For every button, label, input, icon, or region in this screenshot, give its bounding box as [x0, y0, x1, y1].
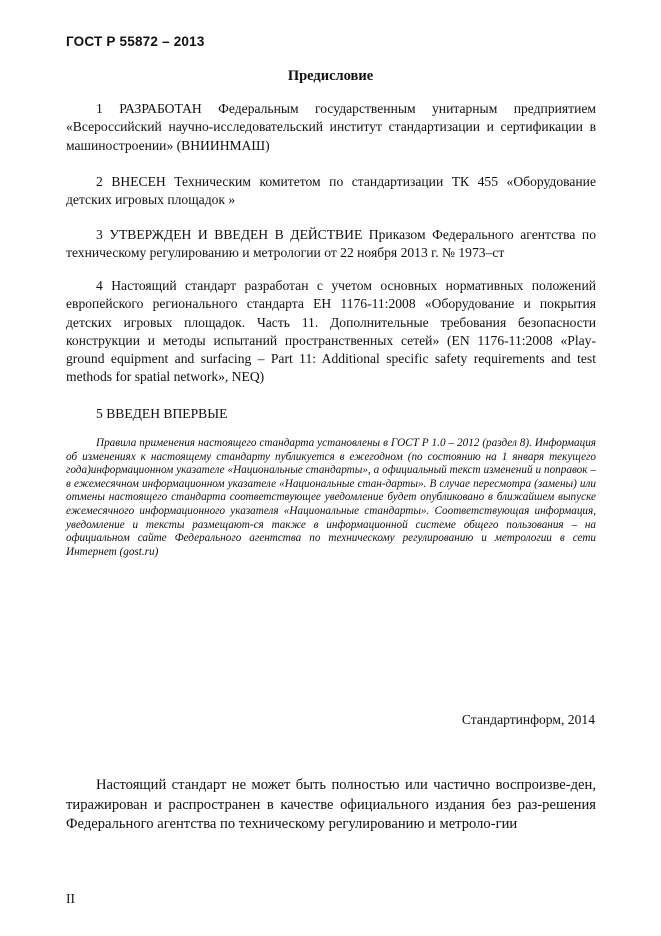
foreword-item-4-text: 4 Настоящий стандарт разработан с учетом основных нормативных положений европейского регионального стандарта ЕН 1176-11:2008 «Оборудование и покрытия детских игровых площадок. Часть 11. Дополнительные требования безопасности конструкции и методы испытаний пространственных сетей» (EN 1176-11:2008 «Play-ground equipment and surfacing – Part 11: Additional specific safety requirements and test methods for spatial network», NEQ): [66, 278, 596, 385]
application-note-text: Правила применения настоящего стандарта установлены в ГОСТ Р 1.0 – 2012 (раздел 8). Информация об изменениях к настоящему стандарту публикуется в ежегодном (по состоянию на 1 января текущего года)информационном указателе «Национальные стандарты», а официальный текст изменений и поправок – в ежемесячном информационном указателе «Национальные стан-дарты». В случае пересмотра (замены) или отмены настоящего стандарта соответствующее уведомление будет опубликовано в ближайшем выпуске ежемесячного информационного указателя «Национальные стандарты». Соответствующая информация, уведомление и тексты размещают-ся также в информационной системе общего пользования – на официальном сайте Федерального агентства по техническому регулированию и метрологии в сети Интернет (gost.ru): [66, 437, 596, 558]
document-code: ГОСТ Р 55872 – 2013: [66, 34, 205, 49]
publisher: Стандартинформ, 2014: [461, 712, 595, 727]
foreword-item-1: [66, 100, 596, 155]
foreword-item-5: [66, 405, 596, 423]
page-number: II: [66, 891, 76, 906]
application-note: [66, 437, 596, 559]
foreword-item-5-text: 5 ВВЕДЕН ВПЕРВЫЕ: [96, 406, 228, 421]
section-title: Предисловие: [287, 68, 374, 84]
foreword-item-1-text: 1 РАЗРАБОТАН Федеральным государственным унитарным предприятием «Всероссийский научно-исследовательский институт стандартизации и сертификации в машиностроении» (ВНИИНМАШ): [66, 101, 596, 153]
foreword-item-4: [66, 277, 596, 387]
foreword-item-2: [66, 173, 596, 210]
foreword-item-3-text: 3 УТВЕРЖДЕН И ВВЕДЕН В ДЕЙСТВИЕ Приказом Федерального агентства по техническому регулированию и метрологии от 22 ноября 2013 г. № 1973–ст: [66, 227, 596, 261]
foreword-item-2-text: 2 ВНЕСЕН Техническим комитетом по стандартизации ТК 455 «Оборудование детских игровых площадок »: [66, 174, 596, 208]
foreword-item-3: [66, 226, 596, 263]
copyright-notice: [66, 776, 596, 835]
copyright-notice-text: Настоящий стандарт не может быть полностью или частично воспроизве-ден, тиражирован и распространен в качестве официального издания без раз-решения Федерального агентства по техническому регулированию и метроло-гии: [66, 777, 596, 833]
